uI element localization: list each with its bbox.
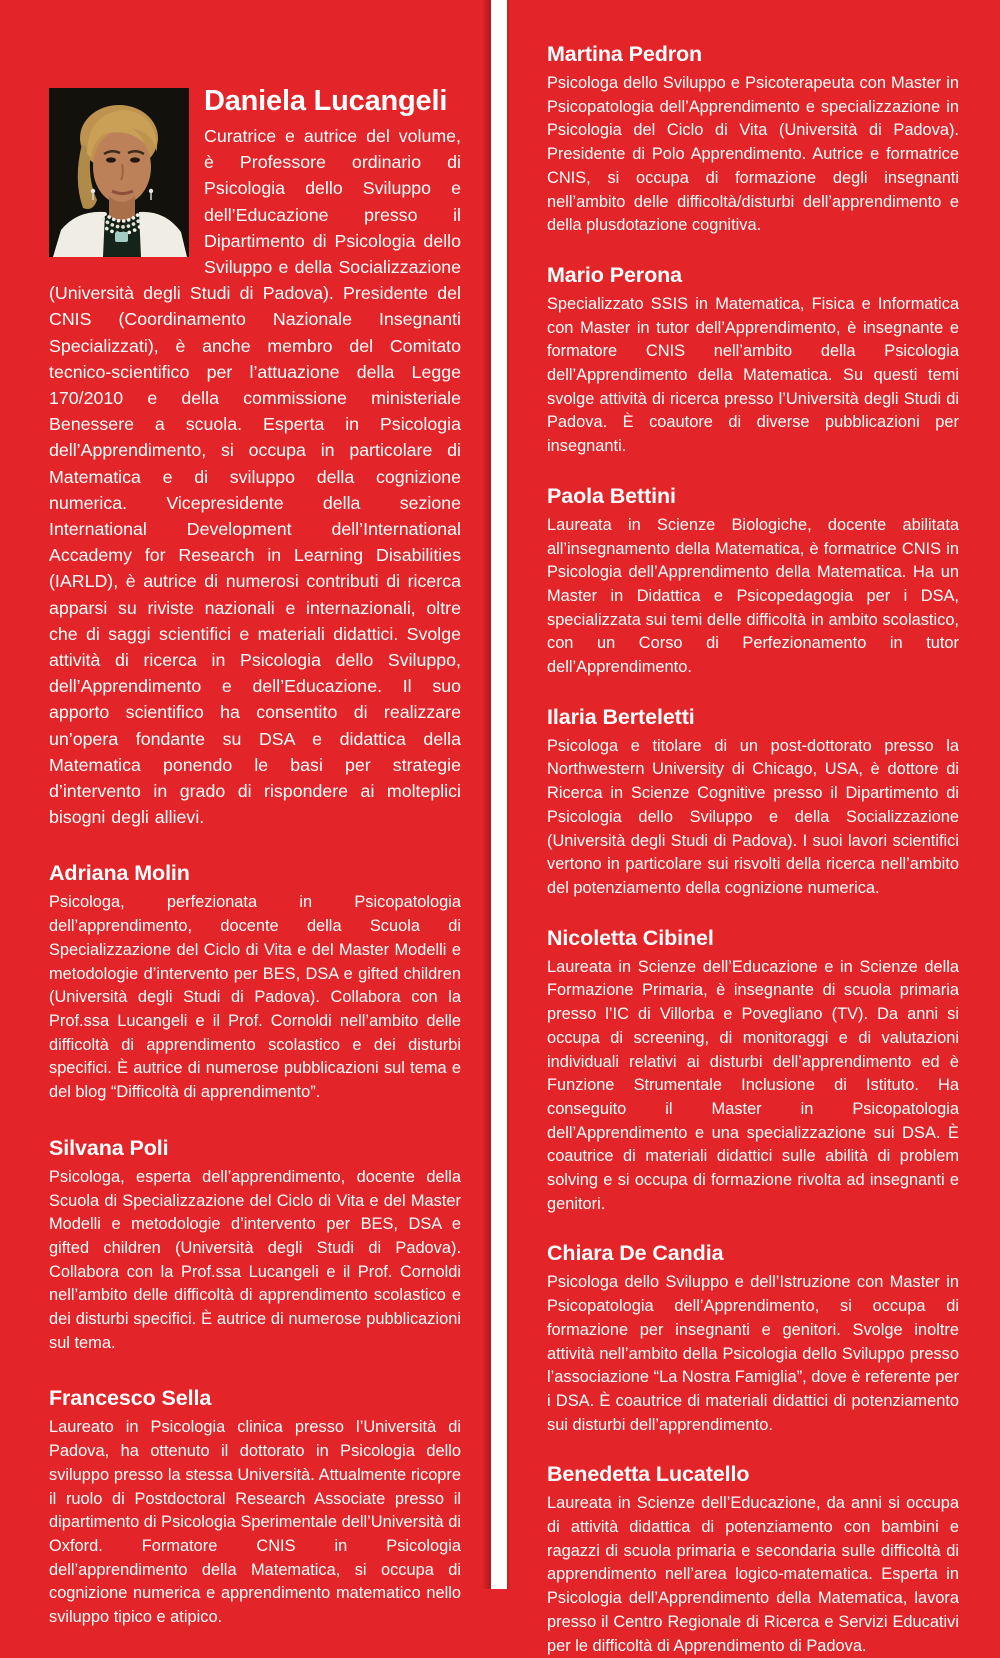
author-section: [547, 42, 959, 238]
author-name: Ilaria Berteletti: [547, 704, 695, 729]
author-name: Benedetta Lucatello: [547, 1462, 750, 1487]
author-bio: Laureata in Scienze dell’Educazione e in Scienze della Formazione Primaria, è insegnante di scuola primaria presso l’IC di Villorba e Povegliano (TV). Da anni si occupa di screening, di monitoraggi e di valutazioni individuali relativi ai disturbi dell’apprendimento ed è Funzione Strumentale Inclusione di Istituto. Ha conseguito il Master in Psicopatologia dell’Apprendimento e una specializzazione sui DSA. È coautrice di materiali didattici sulle abilità di problem solving e si occupa di formazione rivolta ad insegnanti e genitori.: [547, 957, 959, 1213]
author-section: [547, 705, 959, 901]
author-bio: Psicologa dello Sviluppo e Psicoterapeuta con Master in Psicopatologia dell’Apprendimento e specializzazione in Psicologia del Ciclo di Vita (Università di Padova). Presidente di Polo Apprendimento. Autrice e formatrice CNIS, si occupa di formazione degli insegnanti nell’ambito delle difficoltà/disturbi dell’apprendimento e della plusdotazione cognitiva.: [547, 74, 959, 235]
author-section: [49, 1386, 461, 1629]
left-column: [49, 85, 461, 1630]
author-bio: Laureata in Scienze Biologiche, docente abilitata all’insegnamento della Matematica, è formatrice CNIS in Psicologia dell’Apprendimento della Matematica. Ha un Master in Didattica e Psicopedagogia per i DSA, specializzata sui temi delle difficoltà in ambito scolastico, con un Corso di Perfezionamento in tutor dell’Apprendimento.: [547, 515, 959, 677]
column-divider: [491, 0, 507, 1589]
lead-author-name: Daniela Lucangeli: [204, 85, 448, 117]
author-name: Mario Perona: [547, 262, 683, 287]
author-section: [547, 926, 959, 1217]
author-section: [49, 1136, 461, 1356]
author-section: [49, 861, 461, 1104]
author-section: [547, 484, 959, 680]
author-name: Francesco Sella: [49, 1386, 212, 1411]
author-photo: [49, 88, 189, 257]
right-column: [547, 42, 959, 1658]
author-name: Adriana Molin: [49, 861, 190, 886]
author-bio: Psicologa dello Sviluppo e dell’Istruzione con Master in Psicopatologia dell’Apprendimento, si occupa di formazione per insegnanti e genitori. Svolge inoltre attività nell’ambito della Psicologia dello Sviluppo presso l’associazione “La Nostra Famiglia”, dove è referente per i DSA. È coautrice di materiali didattici di potenziamento sui disturbi dell’apprendimento.: [547, 1273, 959, 1434]
lead-author-bio: Curatrice e autrice del volume, è Professore ordinario di Psicologia dello Sviluppo e dell’Educazione presso il Dipartimento di Psicologia dello Sviluppo e della Socializzazione (Università degli Studi di Padova). Presidente del CNIS (Coordinamento Nazionale Insegnanti Specializzati), è anche membro del Comitato tecnico-scientifico per l’attuazione della Legge 170/2010 e della commissione ministeriale Benessere a scuola. Esperta in Psicologia dell’Apprendimento, si occupa in particolare di Matematica e di sviluppo della cognizione numerica. Vicepresidente della sezione International Development dell’International Accademy for Research in Learning Disabilities (IARLD), è autrice di numerosi contributi di ricerca apparsi su riviste nazionali e internazionali, oltre che di saggi scientifici e materiali didattici. Svolge attività di ricerca in Psicologia dello Sviluppo, dell’Apprendimento e dell’Educazione. Il suo apporto scientifico ha consentito di realizzare un’opera fondante su DSA e didattica della Matematica ponendo le basi per strategie d’intervento in grado di rispondere ai molteplici bisogni degli allievi.: [49, 126, 461, 828]
author-name: Paola Bettini: [547, 483, 676, 508]
author-section: [547, 263, 959, 459]
author-section: [547, 1462, 959, 1658]
author-bio: Laureata in Scienze dell’Educazione, da anni si occupa di attività didattica di potenziamento con bambini e ragazzi di scuola primaria e secondaria sulle difficoltà di apprendimento nell’area logico-matematica. Esperta in Psicologia dell’Apprendimento della Matematica, lavora presso il Centro Regionale di Ricerca e Servizi Educativi per le difficoltà di Apprendimento di Padova.: [547, 1494, 959, 1655]
author-bio: Psicologa, perfezionata in Psicopatologia dell’apprendimento, docente della Scuola di Specializzazione del Ciclo di Vita e del Master Modelli e metodologie d’intervento per BES, DSA e gifted children (Università degli Studi di Padova). Collabora con la Prof.ssa Lucangeli e il Prof. Cornoldi nell’ambito delle difficoltà di apprendimento scolastico e dei disturbi specifici. È autrice di numerose pubblicazioni sul tema e del blog “Difficoltà di apprendimento”.: [49, 893, 461, 1102]
author-bio: Laureato in Psicologia clinica presso l’Università di Padova, ha ottenuto il dottorato in Psicologia dello sviluppo presso la stessa Università. Attualmente ricopre il ruolo di Postdoctoral Research Associate presso il dipartimento di Psicologia Sperimentale dell’Università di Oxford. Formatore CNIS in Psicologia dell’apprendimento della Matematica, si occupa di cognizione numerica e apprendimento matematico nello sviluppo tipico e atipico.: [49, 1418, 461, 1627]
author-bio: Specializzato SSIS in Matematica, Fisica e Informatica con Master in tutor dell’Apprendimento, è insegnante e formatore CNIS nell’ambito della Psicologia dell’Apprendimento della Matematica. Su questi temi svolge attività di ricerca presso l’Università degli Studi di Padova. È coautore di diverse pubblicazioni per insegnanti.: [547, 294, 959, 456]
author-bio: Psicologa e titolare di un post-dottorato presso la Northwestern University di Chicago, USA, è dottore di Ricerca in Scienze Cognitive presso il Dipartimento di Psicologia dello Sviluppo e della Socializzazione (Università degli Studi di Padova). I suoi lavori scientifici vertono in particolare sui risvolti della ricerca nell’ambito del potenziamento della cognizione numerica.: [547, 736, 959, 897]
author-name: Martina Pedron: [547, 42, 703, 66]
author-name: Nicoletta Cibinel: [547, 925, 714, 950]
author-name: Chiara De Candia: [547, 1241, 724, 1266]
author-section: [547, 1241, 959, 1437]
author-name: Silvana Poli: [49, 1135, 169, 1160]
author-bio: Psicologa, esperta dell’apprendimento, docente della Scuola di Specializzazione del Ciclo di Vita e del Master Modelli e metodologie d’intervento per BES, DSA e gifted children (Università degli Studi di Padova). Collabora con la Prof.ssa Lucangeli e il Prof. Cornoldi nell’ambito delle difficoltà di apprendimento scolastico e dei disturbi specifici. È autrice di numerose pubblicazioni sul tema.: [49, 1167, 461, 1352]
lead-author-section: [49, 85, 461, 830]
